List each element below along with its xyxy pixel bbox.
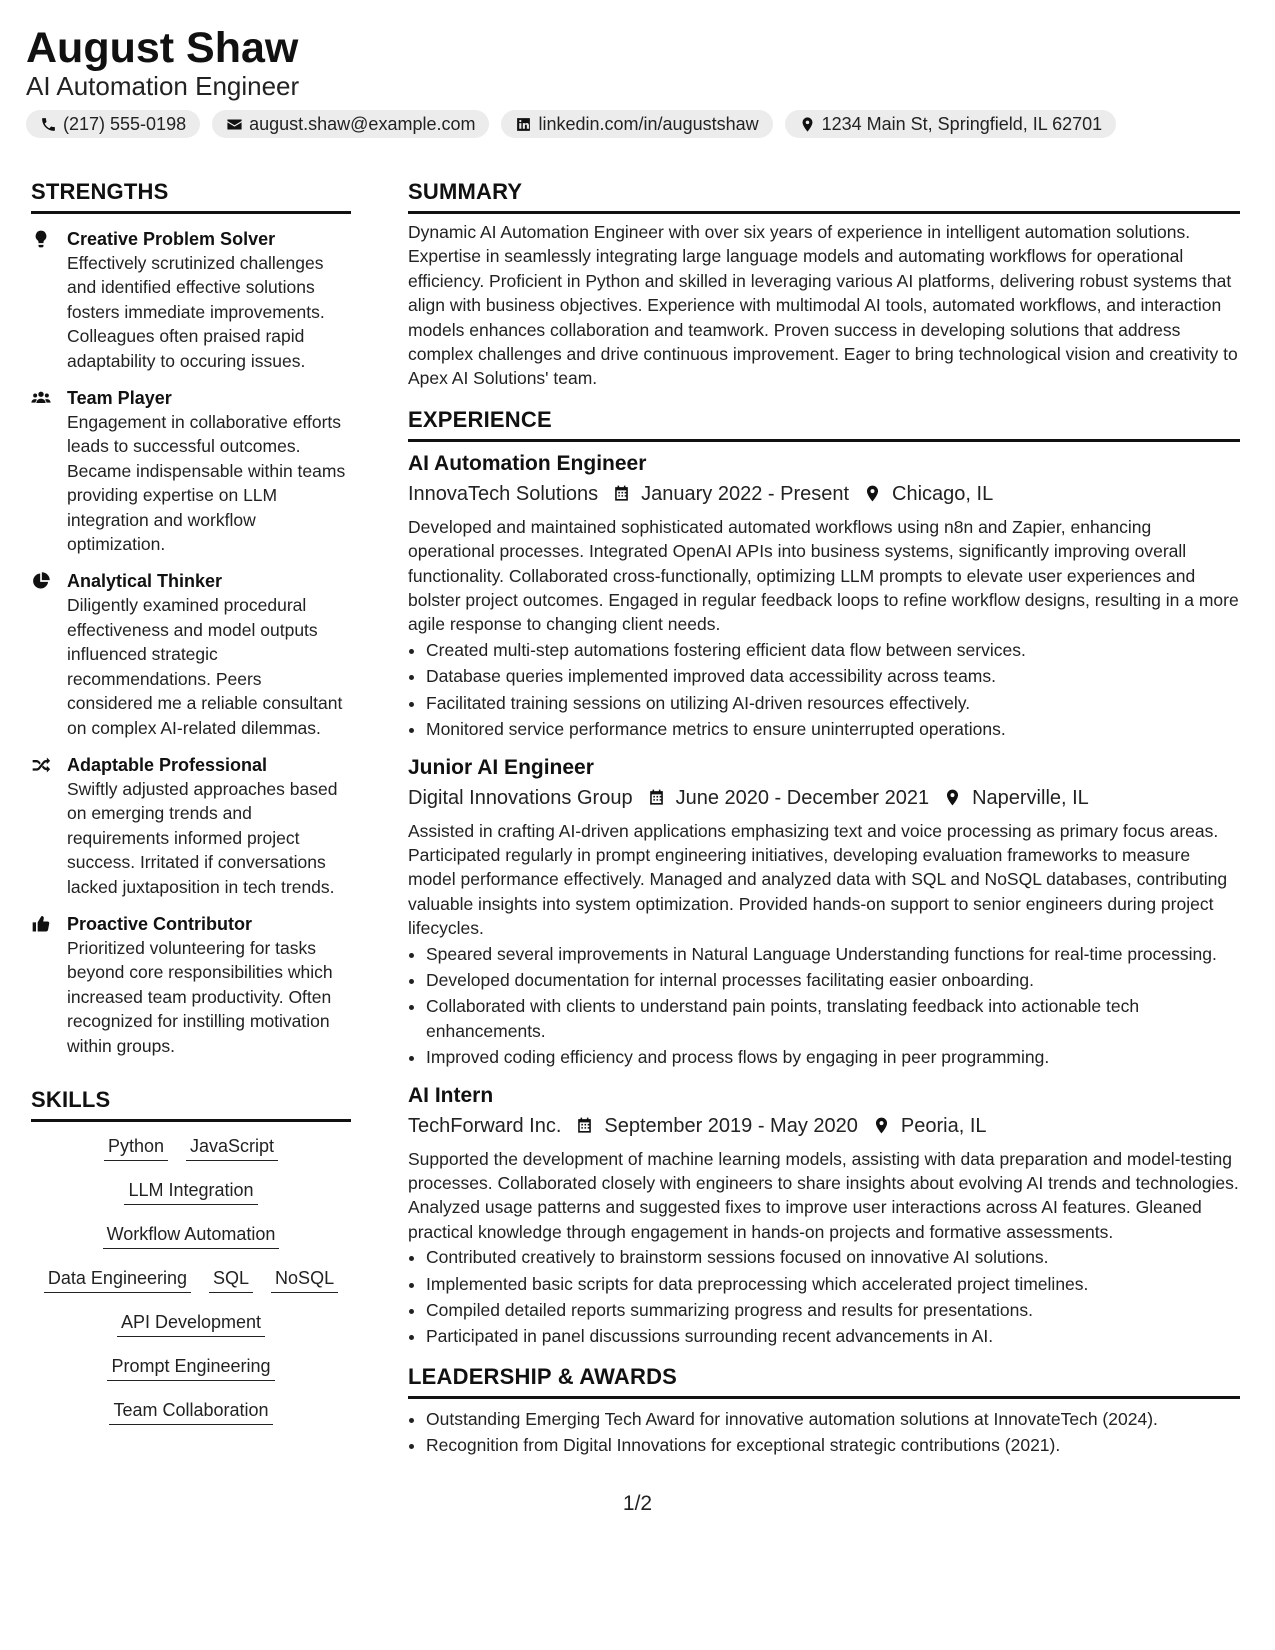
phone-icon xyxy=(40,116,57,133)
strength-title: Proactive Contributor xyxy=(67,913,253,934)
map-pin-icon xyxy=(943,788,962,807)
job-entry xyxy=(408,450,1240,742)
bullet-item: • Created multi-step automations fostering efficient data flow between services. xyxy=(426,638,1240,662)
strength-title: Team Player xyxy=(67,388,172,409)
awards-heading: LEADERSHIP & AWARDS xyxy=(408,1363,1240,1399)
strength-title: Analytical Thinker xyxy=(67,571,223,592)
experience-heading: EXPERIENCE xyxy=(408,406,1240,442)
award-item: • Outstanding Emerging Tech Award for innovative automation solutions at InnovateTech (2024). xyxy=(426,1407,1240,1431)
contact-linkedin-text: linkedin.com/in/augustshaw xyxy=(538,113,759,134)
map-pin-icon xyxy=(799,116,816,133)
skill-tag: SQL xyxy=(209,1266,253,1293)
job-description: Developed and maintained sophisticated automated workflows using n8n and Zapier, enhancing operational processes. Integrated OpenAI APIs into business systems, significantly improving overall functionality. Collaborated cross-functionally, optimizing LLM prompts to elevate user experiences and bolster project outcomes. Engaged in regular feedback loops to refine workflow designs, resulting in a more agile response to changing client needs. xyxy=(408,516,1239,635)
job-location: Peoria, IL xyxy=(900,1114,987,1137)
contact-phone[interactable] xyxy=(26,110,200,138)
map-pin-icon xyxy=(863,484,882,503)
strength-item xyxy=(31,227,351,373)
strengths-list xyxy=(31,227,351,1058)
strength-item xyxy=(31,569,351,739)
bullet-item: • Improved coding efficiency and process flows by engaging in peer programming. xyxy=(426,1045,1240,1069)
left-column xyxy=(31,178,351,1442)
linkedin-icon xyxy=(515,116,532,133)
bullet-item: • Implemented basic scripts for data preprocessing which accelerated project timelines. xyxy=(426,1272,1240,1296)
job-description: Supported the development of machine learning models, assisting with data preparation and model-testing processes. Collaborated closely with engineers to share insights about evolving AI trends and technologies. Analyzed usage patterns and suggested fixes to improve user interactions across AI features. Gleaned practical knowledge through engagement in hands-on projects and formative assessments. xyxy=(408,1148,1239,1242)
bullet-item: • Database queries implemented improved data accessibility across teams. xyxy=(426,664,1240,688)
job-title: Junior AI Engineer xyxy=(408,755,594,779)
job-company: TechForward Inc. xyxy=(408,1114,562,1137)
contact-bar xyxy=(26,110,1246,138)
skill-tag: NoSQL xyxy=(271,1266,338,1293)
job-company: Digital Innovations Group xyxy=(408,786,633,809)
summary-heading: SUMMARY xyxy=(408,178,1240,214)
contact-email-text: august.shaw@example.com xyxy=(249,113,476,134)
resume-header xyxy=(26,22,1246,138)
bullet-item: • Participated in panel discussions surrounding recent advancements in AI. xyxy=(426,1324,1240,1348)
strength-title: Adaptable Professional xyxy=(67,754,268,775)
strength-description: Swiftly adjusted approaches based on emerging trends and requirements informed project success. Irritated if conversations lacked juxtaposition in tech trends. xyxy=(67,778,338,897)
job-meta xyxy=(408,1111,1240,1141)
calendar-icon xyxy=(647,788,666,807)
job-dates: January 2022 - Present xyxy=(641,482,850,505)
contact-phone-text: (217) 555-0198 xyxy=(63,113,187,134)
skill-tag: Data Engineering xyxy=(44,1266,191,1293)
strength-description: Diligently examined procedural effectiveness and model outputs influenced strategic recommendations. Peers considered me a reliable consultant on complex AI-related dilemmas. xyxy=(67,595,343,738)
job-meta xyxy=(408,479,1240,509)
shuffle-icon xyxy=(31,755,51,775)
strength-title: Creative Problem Solver xyxy=(67,229,276,249)
page-number: 1/2 xyxy=(622,1492,653,1515)
bullet-item: • Developed documentation for internal processes facilitating easier onboarding. xyxy=(426,968,1240,992)
skill-tag: API Development xyxy=(117,1310,265,1337)
skill-tag: LLM Integration xyxy=(124,1178,257,1205)
job-bullets xyxy=(408,942,1240,1070)
strength-description: Prioritized volunteering for tasks beyond core responsibilities which increased team productivity. Often recognized for instilling motivation within groups. xyxy=(67,937,333,1056)
strengths-heading: STRENGTHS xyxy=(31,178,351,214)
contact-email[interactable] xyxy=(212,110,489,138)
contact-address xyxy=(785,110,1117,138)
strength-description: Engagement in collaborative efforts leads to successful outcomes. Became indispensable within teams providing expertise on LLM integration and workflow optimization. xyxy=(67,412,346,555)
bullet-item: • Monitored service performance metrics to ensure uninterrupted operations. xyxy=(426,717,1240,741)
summary-text: Dynamic AI Automation Engineer with over six years of experience in intelligent automation solutions. Expertise in seamlessly integrating large language models and automating workflows for operational efficiency. Proficient in Python and skilled in leveraging various AI platforms, delivering robust systems that align with business objectives. Experience with multimodal AI tools, automated workflows, and interaction models enhances collaboration and teamwork. Proven success in developing solutions that address complex challenges and drive continuous improvement. Eager to bring technological vision and creativity to Apex AI Solutions' team. xyxy=(408,222,1238,389)
candidate-name: August Shaw xyxy=(26,24,299,72)
awards-list xyxy=(408,1407,1240,1458)
job-location: Naperville, IL xyxy=(972,786,1089,809)
lightbulb-icon xyxy=(31,229,51,249)
skills-list xyxy=(31,1134,351,1425)
skill-tag: JavaScript xyxy=(186,1134,278,1161)
strength-item xyxy=(31,753,351,899)
strength-item xyxy=(31,912,351,1058)
right-column xyxy=(408,178,1240,1460)
job-bullets xyxy=(408,1245,1240,1349)
envelope-icon xyxy=(226,116,243,133)
strength-item xyxy=(31,386,351,556)
job-entry xyxy=(408,754,1240,1070)
contact-linkedin[interactable] xyxy=(501,110,772,138)
calendar-icon xyxy=(575,1116,594,1135)
skill-tag: Prompt Engineering xyxy=(107,1354,274,1381)
job-title: AI Automation Engineer xyxy=(408,451,647,475)
bullet-item: • Collaborated with clients to understand pain points, translating feedback into actionable tech enhancements. xyxy=(426,994,1240,1043)
bullet-item: • Speared several improvements in Natural Language Understanding functions for real-time processing. xyxy=(426,942,1240,966)
award-item: • Recognition from Digital Innovations for exceptional strategic contributions (2021). xyxy=(426,1433,1240,1457)
job-dates: June 2020 - December 2021 xyxy=(675,786,930,809)
candidate-title: AI Automation Engineer xyxy=(26,71,300,101)
bullet-item: • Facilitated training sessions on utilizing AI-driven resources effectively. xyxy=(426,691,1240,715)
skill-tag: Python xyxy=(104,1134,168,1161)
job-dates: September 2019 - May 2020 xyxy=(604,1114,858,1137)
skill-tag: Workflow Automation xyxy=(103,1222,280,1249)
users-icon xyxy=(31,388,51,408)
bullet-item: • Compiled detailed reports summarizing progress and results for presentations. xyxy=(426,1298,1240,1322)
skills-heading: SKILLS xyxy=(31,1086,351,1122)
job-location: Chicago, IL xyxy=(892,482,994,505)
thumbs-up-icon xyxy=(31,914,51,934)
job-entry xyxy=(408,1082,1240,1349)
job-meta xyxy=(408,783,1240,813)
job-description: Assisted in crafting AI-driven applications emphasizing text and voice processing as primary focus areas. Participated regularly in prompt engineering initiatives, developing evaluation frameworks to measure model performance effectively. Managed and analyzed data with SQL and NoSQL databases, contributing valuable insights into system optimization. Provided hands-on support to senior engineers during project lifecycles. xyxy=(408,820,1228,939)
skill-tag: Team Collaboration xyxy=(109,1398,272,1425)
calendar-icon xyxy=(612,484,631,503)
job-bullets xyxy=(408,638,1240,742)
map-pin-icon xyxy=(872,1116,891,1135)
contact-address-text: 1234 Main St, Springfield, IL 62701 xyxy=(821,113,1103,134)
bullet-item: • Contributed creatively to brainstorm sessions focused on innovative AI solutions. xyxy=(426,1245,1240,1269)
pie-chart-icon xyxy=(31,571,51,591)
job-company: InnovaTech Solutions xyxy=(408,482,599,505)
job-title: AI Intern xyxy=(408,1083,494,1107)
strength-description: Effectively scrutinized challenges and identified effective solutions fosters immediate improvements. Colleagues often praised rapid adaptability to occuring issues. xyxy=(67,253,325,371)
